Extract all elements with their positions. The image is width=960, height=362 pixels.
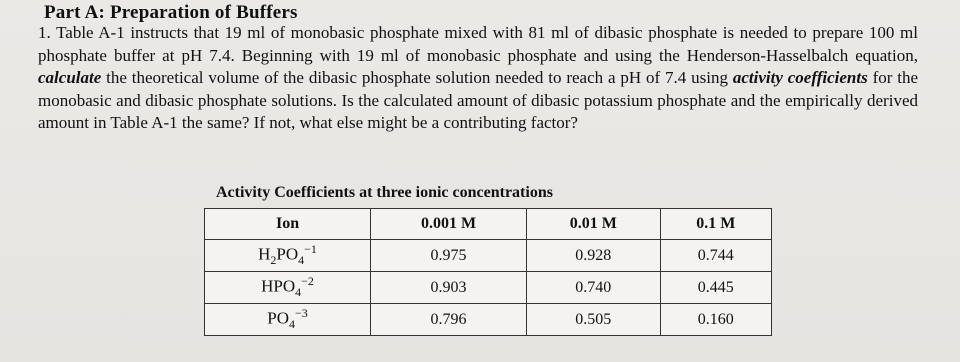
- ion-hpo4: $HPO_4^{-2}$: [205, 272, 371, 304]
- value-cell: 0.744: [660, 240, 771, 272]
- table-row: [205, 272, 772, 304]
- value-cell: 0.928: [526, 240, 660, 272]
- question-text-part3: for the monobasic and dibasic phosphate solutions. Is the calculated amount of dibasic potassium phosphate and the empirically derived amount in Table A-1 the same? If not, what else might be a contributing factor?: [38, 68, 919, 132]
- header-ion: Ion: [205, 209, 371, 240]
- section-heading: Part A: Preparation of Buffers: [44, 2, 298, 23]
- value-cell: 0.505: [526, 304, 660, 336]
- table-title: Activity Coefficients at three ionic concentrations: [216, 184, 553, 201]
- question-text-part2: the theoretical volume of the dibasic phosphate solution needed to reach a pH of 7.4 using: [106, 68, 729, 87]
- header-01m: 0.1 M: [660, 209, 771, 240]
- value-cell: 0.975: [371, 240, 527, 272]
- question-number: 1.: [38, 23, 51, 42]
- activity-coefficients-table: [204, 208, 772, 336]
- emphasis-activity-coefficients: activity coefficients: [732, 68, 868, 87]
- question-text-part1: Table A-1 instructs that 19 ml of monobasic phosphate mixed with 81 ml of dibasic phosphate is needed to prepare 100 ml phosphate buffer at pH 7.4. Beginning with 19 ml of monobasic phosphate and using the Henderson-Hasselbalch equation,: [38, 23, 918, 65]
- header-001m: 0.01 M: [526, 209, 660, 240]
- table-row: [205, 304, 772, 336]
- question-paragraph: [38, 22, 918, 135]
- value-cell: 0.740: [526, 272, 660, 304]
- value-cell: 0.903: [371, 272, 527, 304]
- value-cell: 0.796: [371, 304, 527, 336]
- value-cell: 0.445: [660, 272, 771, 304]
- table-header-row: [205, 209, 772, 240]
- activity-table-section: [204, 184, 772, 336]
- header-0001m: 0.001 M: [371, 209, 527, 240]
- ion-po4: $PO_4^{-3}$: [205, 304, 371, 336]
- value-cell: 0.160: [660, 304, 771, 336]
- table-row: [205, 240, 772, 272]
- ion-h2po4: $H_2PO_4^{-1}$: [205, 240, 371, 272]
- emphasis-calculate: calculate: [38, 68, 102, 87]
